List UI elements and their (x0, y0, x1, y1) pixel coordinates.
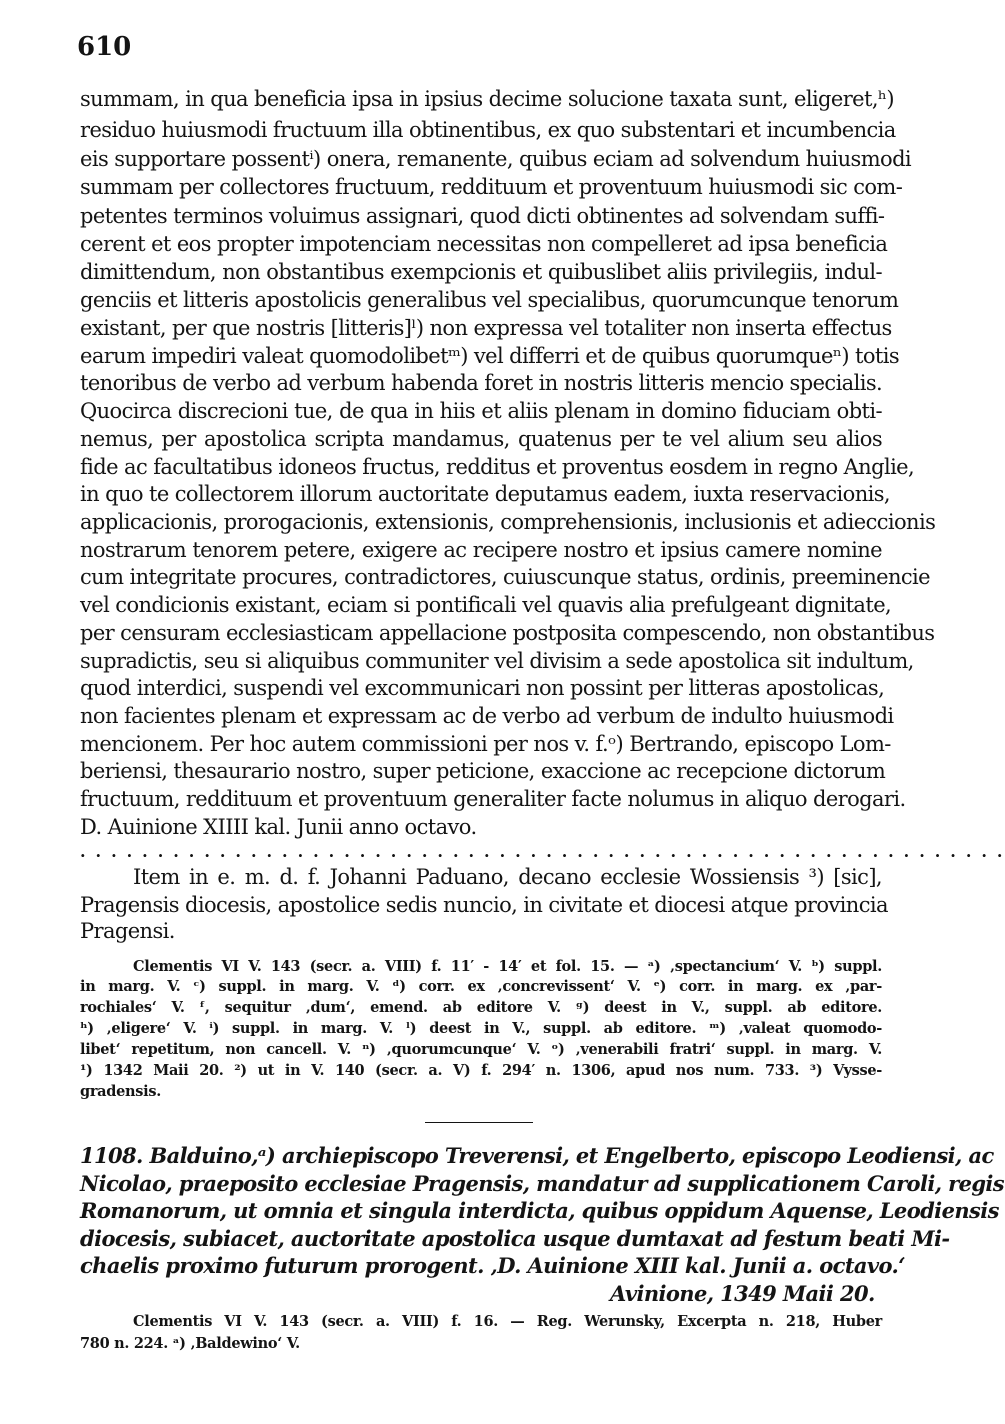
text-line: summam per collectores fructuum, reddituum et proventuum huiusmodi sic com- (80, 175, 903, 199)
footnote-line: rochiales‘ V. ᶠ, sequitur ‚dum‘, emend. ab editore V. ᵍ) deest in V., suppl. ab editore. (80, 999, 882, 1016)
heading-line: Nicolao, praeposito ecclesiae Pragensis, mandatur ad supplicationem Caroli, regis (80, 1171, 1005, 1196)
text-line: genciis et litteris apostolicis generalibus vel specialibus, quorumcunque tenorum (80, 288, 899, 312)
footnote-line: ʰ) ‚eligere‘ V. ⁱ) suppl. in marg. V. ˡ) deest in V., suppl. ab editore. ᵐ) ‚valeat quomodo- (80, 1020, 882, 1037)
omission-dots: . . . . . . . . . . . . . . . . . . . . . . . . . . . . . . . . . . . . . . . . . . . . . . . . . . . . . . . . . . . . (80, 842, 1005, 861)
text-line: in quo te collectorem illorum auctoritate deputamus eadem, iuxta reservacionis, (80, 482, 890, 506)
text-line: mencionem. Per hoc autem commissioni per nos v. f.ᵒ) Bertrando, episcopo Lom- (80, 732, 891, 756)
place-date: Avinione, 1349 Maii 20. (610, 1281, 875, 1306)
text-line: dimittendum, non obstantibus exempcionis et quibuslibet aliis privilegiis, indul- (80, 260, 882, 284)
text-line: per censuram ecclesiasticam appellacione postposita compescendo, non obstantibus (80, 621, 935, 645)
text-line: cerent et eos propter impotenciam necessitas non compelleret ad ipsa beneficia (80, 232, 888, 256)
text-line: Quocirca discrecioni tue, de qua in hiis et aliis plenam in domino fiduciam obti- (80, 399, 882, 423)
footnote-line: gradensis. (80, 1083, 161, 1100)
heading-line: 1108. Balduino,ᵃ) archiepiscopo Treverensi, et Engelberto, episcopo Leodiensi, ac (80, 1143, 994, 1168)
text-line: nostrarum tenorem petere, exigere ac recipere nostro et ipsius camere nomine (80, 538, 882, 562)
text-line: fructuum, reddituum et proventuum generaliter facte nolumus in aliquo derogari. (80, 787, 906, 811)
text-line: eis supportare possentⁱ) onera, remanente, quibus eciam ad solvendum huiusmodi (80, 147, 912, 171)
heading-line: chaelis proximo futurum prorogent. ‚D. Auinione XIII kal. Junii a. octavo.‘ (80, 1253, 905, 1278)
footnote-line: Clementis VI V. 143 (secr. a. VIII) f. 16. — Reg. Werunsky, Excerpta n. 218, Huber (133, 1313, 882, 1330)
text-line: non facientes plenam et expressam ac de verbo ad verbum de indulto huiusmodi (80, 704, 894, 728)
text-line: earum impediri valeat quomodolibetᵐ) vel differri et de quibus quorumqueⁿ) totis (80, 344, 900, 368)
heading-line: diocesis, subiacet, auctoritate apostolica usque dumtaxat ad festum beati Mi- (80, 1226, 950, 1251)
text-line: beriensi, thesaurario nostro, super peticione, exaccione ac recepcione dictorum (80, 759, 886, 783)
footnote-line: ¹) 1342 Maii 20. ²) ut in V. 140 (secr. a. V) f. 294′ n. 1306, apud nos num. 733. ³) Vysse- (80, 1062, 882, 1079)
text-line: existant, per que nostris [litteris]ˡ) non expressa vel totaliter non inserta effectus (80, 316, 892, 340)
text-line: fide ac facultatibus idoneos fructus, redditus et proventus eosdem in regno Anglie, (80, 455, 915, 479)
page-number: 610 (77, 32, 132, 62)
text-line: supradictis, seu si aliquibus communiter vel divisim a sede apostolica sit indultum, (80, 649, 914, 673)
text-line: Pragensis diocesis, apostolice sedis nuncio, in civitate et diocesi atque provincia (80, 893, 888, 917)
text-line: vel condicionis existant, eciam si pontificali vel quavis alia prefulgeant dignitate, (80, 593, 892, 617)
text-line: summam, in qua beneficia ipsa in ipsius decime solucione taxata sunt, eligeret,ʰ) (80, 87, 894, 111)
footnote-line: Clementis VI V. 143 (secr. a. VIII) f. 11′ - 14′ et fol. 15. — ᵃ) ‚spectancium‘ V. ᵇ) suppl. (133, 958, 882, 975)
text-line: Item in e. m. d. f. Johanni Paduano, decano ecclesie Wossiensis ³) [sic], (133, 865, 882, 889)
footnote-line: in marg. V. ᶜ) suppl. in marg. V. ᵈ) corr. ex ‚concrevissent‘ V. ᵉ) corr. in marg. ex ‚par- (80, 978, 882, 995)
text-line: D. Auinione XIIII kal. Junii anno octavo. (80, 815, 477, 839)
footnote-line: libet‘ repetitum, non cancell. V. ⁿ) ‚quorumcunque‘ V. ᵒ) ‚venerabili fratri‘ suppl. in marg. V. (80, 1041, 882, 1058)
text-line: nemus, per apostolica scripta mandamus, quatenus per te vel alium seu alios (80, 427, 882, 451)
text-line: cum integritate procures, contradictores, cuiuscunque status, ordinis, preeminencie (80, 565, 930, 589)
text-line: petentes terminos voluimus assignari, quod dicti obtinentes ad solvendam suffi- (80, 204, 885, 228)
heading-line: Romanorum, ut omnia et singula interdicta, quibus oppidum Aquense, Leodiensis (80, 1198, 999, 1223)
text-line: Pragensi. (80, 919, 175, 943)
text-line: applicacionis, prorogacionis, extensionis, comprehensionis, inclusionis et adieccionis (80, 510, 936, 534)
section-divider (425, 1122, 533, 1123)
footnote-line: 780 n. 224. ᵃ) ‚Baldewino‘ V. (80, 1335, 300, 1352)
text-line: tenoribus de verbo ad verbum habenda foret in nostris litteris mencio specialis. (80, 371, 883, 395)
text-line: quod interdici, suspendi vel excommunicari non possint per litteras apostolicas, (80, 676, 885, 700)
text-line: residuo huiusmodi fructuum illa obtinentibus, ex quo substentari et incumbencia (80, 118, 896, 142)
